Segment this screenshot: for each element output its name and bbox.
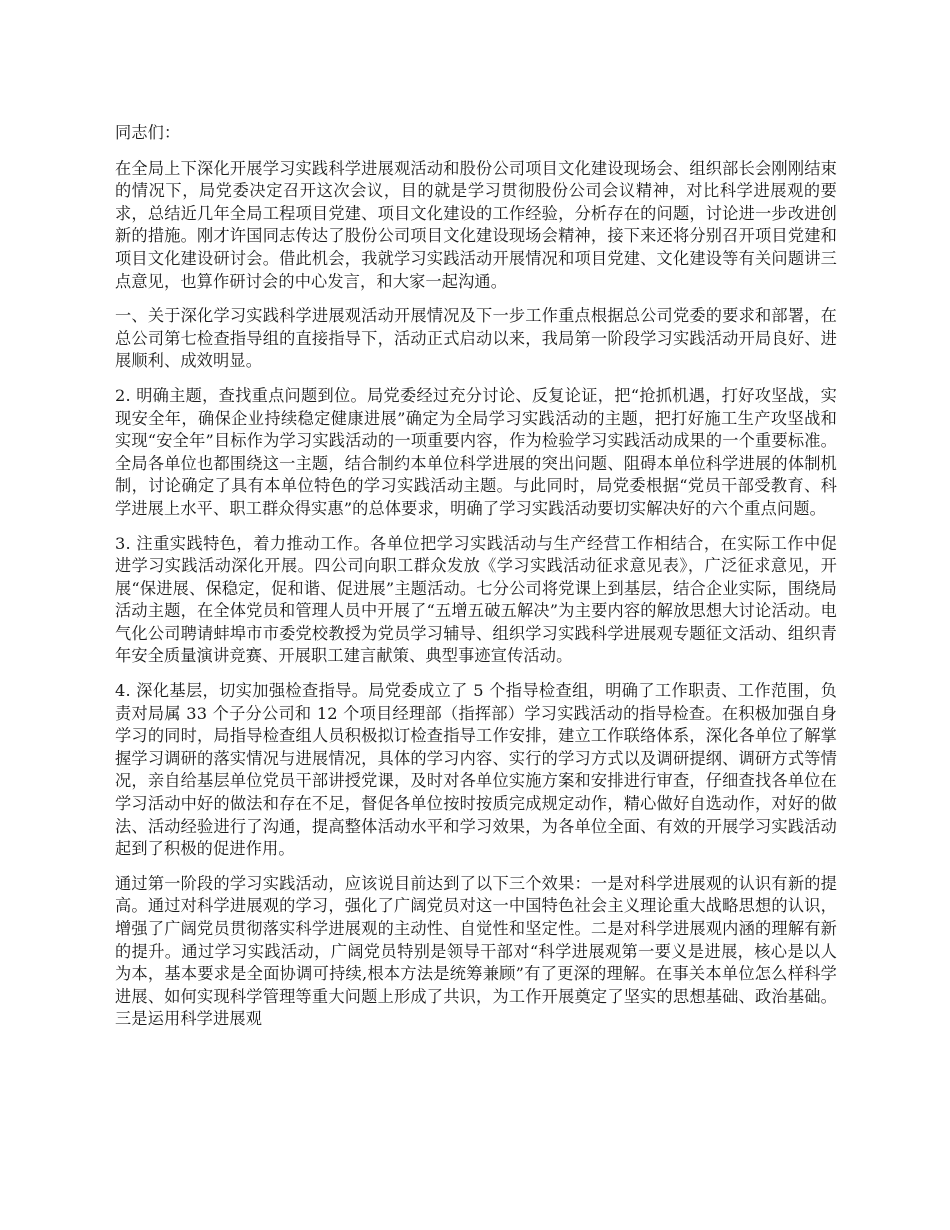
paragraph-point-2: 2. 明确主题，查找重点问题到位。局党委经过充分讨论、反复论证，把“抢抓机遇，打好攻坚战，实现安全年，确保企业持续稳定健康进展”确定为全局学习实践活动的主题，把打好施工生产攻坚战和实现“安全年”目标作为学习实践活动的一项重要内容，作为检验学习实践活动成果的一个重要标准。全局各单位也都围绕这一主题，结合制约本单位科学进展的突出问题、阻碍本单位科学进展的体制机制，讨论确定了具有本单位特色的学习实践活动主题。与此同时，局党委根据“党员干部受教育、科学进展上水平、职工群众得实惠”的总体要求，明确了学习实践活动要切实解决好的六个重点问题。 [115,385,837,518]
paragraph-point-3: 3. 注重实践特色，着力推动工作。各单位把学习实践活动与生产经营工作相结合，在实际工作中促进学习实践活动深化开展。四公司向职工群众发放《学习实践活动征求意见表》，广泛征求意见，开展“保进展、保稳定，促和谐、促进展”主题活动。七分公司将党课上到基层，结合企业实际，围绕局活动主题，在全体党员和管理人员中开展了“五增五破五解决”为主要内容的解放思想大讨论活动。电气化公司聘请蚌埠市市委党校教授为党员学习辅导、组织学习实践科学进展观专题征文活动、组织青年安全质量演讲竞赛、开展职工建言献策、典型事迹宣传活动。 [115,533,837,666]
paragraph-effects: 通过第一阶段的学习实践活动，应该说目前达到了以下三个效果：一是对科学进展观的认识有新的提高。通过对科学进展观的学习，强化了广阔党员对这一中国特色社会主义理论重大战略思想的认识，增强了广阔党员贯彻落实科学进展观的主动性、自觉性和坚定性。二是对科学进展观内涵的理解有新的提升。通过学习实践活动，广阔党员特别是领导干部对“科学进展观第一要义是进展，核心是以人为本，基本要求是全面协调可持续,根本方法是统筹兼顾”有了更深的理解。在事关本单位怎么样科学进展、如何实现科学管理等重大问题上形成了共识，为工作开展奠定了坚实的思想基础、政治基础。三是运用科学进展观 [115,873,837,1029]
paragraph-point-4: 4. 深化基层，切实加强检查指导。局党委成立了 5 个指导检查组，明确了工作职责、工作范围，负责对局属 33 个子分公司和 12 个项目经理部（指挥部）学习实践活动的指导检查。在积极加强自身学习的同时，局指导检查组人员积极拟订检查指导工作安排，建立工作联络体系，深化各单位了解掌握学习调研的落实情况与进展情况，具体的学习内容、实行的学习方式以及调研提纲、调研方式等情况，亲自给基层单位党员干部讲授党课，及时对各单位实施方案和安排进行审查，仔细查找各单位在学习活动中好的做法和存在不足，督促各单位按时按质完成规定动作，精心做好自选动作，对好的做法、活动经验进行了沟通，提高整体活动水平和学习效果，为各单位全面、有效的开展学习实践活动起到了积极的促进作用。 [115,681,837,859]
paragraph-section-one: 一、关于深化学习实践科学进展观活动开展情况及下一步工作重点根据总公司党委的要求和部署，在总公司第七检查指导组的直接指导下，活动正式启动以来，我局第一阶段学习实践活动开局良好、进展顺利、成效明显。 [115,306,837,371]
greeting-line: 同志们： [115,123,181,142]
paragraph-intro: 在全局上下深化开展学习实践科学进展观活动和股份公司项目文化建设现场会、组织部长会刚刚结束的情况下，局党委决定召开这次会议，目的就是学习贯彻股份公司会议精神，对比科学进展观的要求，总结近几年全局工程项目党建、项目文化建设的工作经验，分析存在的问题，讨论进一步改进创新的措施。刚才许国同志传达了股份公司项目文化建设现场会精神，接下来还将分别召开项目党建和项目文化建设研讨会。借此机会，我就学习实践活动开展情况和项目党建、文化建设等有关问题讲三点意见，也算作研讨会的中心发言，和大家一起沟通。 [115,158,837,291]
document-body [115,122,837,1043]
